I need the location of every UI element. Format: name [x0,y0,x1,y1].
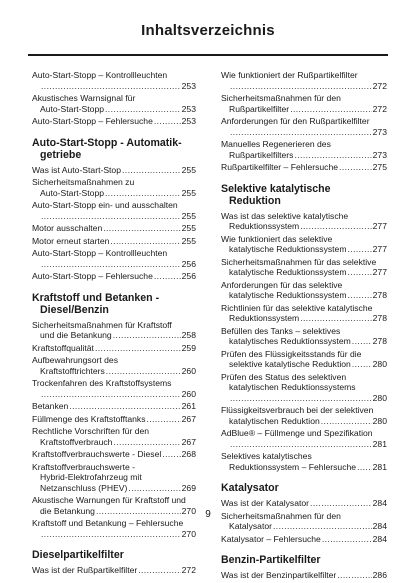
toc-entry-text: Reduktionssystem – Fehlersuche [229,461,357,472]
toc-entry[interactable] [32,401,196,412]
dot-leader [294,150,371,161]
dot-leader [69,401,180,412]
toc-entry-text: Sicherheitsmaßnahmen für Kraftstoff [32,319,172,330]
section-heading-line: Benzin-Partikelfilter [221,554,321,566]
toc-entry[interactable] [221,162,387,173]
toc-entry-text: Auto-Start-Stopp ein- und ausschalten [32,200,178,210]
toc-entry-text: Kraftstoffqualität [32,342,94,353]
dot-leader [300,313,371,324]
section-heading-line: Kraftstoff und Betanken - [32,291,160,304]
toc-entry[interactable] [32,223,196,234]
toc-entry-text: Was ist das selektive katalytische [221,210,349,221]
dot-leader [357,462,372,473]
toc-entry-text: Was ist der Benzinpartikelfilter [221,570,337,580]
toc-entry[interactable] [32,236,196,247]
toc-entry-text: Sicherheitsmaßnahmen für den [221,93,341,103]
toc-entry[interactable] [221,349,387,370]
toc-entry-text: Anforderungen für den Rußpartikelfilter [221,116,370,126]
dot-leader [321,416,372,427]
toc-entry-text: Aufbewahrungsort des [32,355,118,365]
toc-page-number: 275 [372,162,387,172]
dot-leader [41,529,181,540]
dot-leader [103,223,180,234]
toc-entry-text: Was ist Auto-Start-Stop [32,164,121,175]
toc-entry-text: Betanken [32,401,69,411]
section-heading [32,137,196,161]
dot-leader [154,271,181,282]
toc-page-number: 255 [181,223,196,233]
toc-entry-text: Manuelles Regenerieren des [221,139,331,149]
toc-entry-text: Kraftstofftrichters [40,365,105,376]
toc-page-number: 255 [181,235,196,246]
toc-entry[interactable] [221,570,387,581]
toc-page-number: 256 [181,271,196,281]
toc-entry-text: Auto-Start-Stopp – Fehlersuche [32,271,153,281]
toc-page-number: 280 [372,359,387,369]
toc-entry-text: Prüfen des Flüssigkeitsstands für die [221,348,362,359]
dot-leader [105,188,181,199]
toc-entry[interactable] [221,326,387,347]
toc-entry-text: katalytische Reduktionssystem [229,244,347,254]
section-heading-line: Diesel/Benzin [40,303,109,316]
toc-page-number: 272 [372,80,387,91]
toc-entry-text: Sicherheitsmaßnahmen für das selektive [221,256,377,267]
dot-leader [113,330,181,341]
toc-entry-text: katalytisches Reduktionssystem [229,336,351,346]
toc-entry[interactable] [32,165,196,176]
toc-page-number: 284 [372,498,387,508]
toc-entry[interactable] [32,320,196,341]
toc-page-number: 259 [181,342,196,353]
toc-page-number: 277 [372,221,387,231]
toc-entry-text: Netzanschluss (PHEV) [40,482,128,493]
dot-leader [348,290,372,301]
toc-entry-text: Akustisches Warnsignal für [32,93,136,103]
toc-page-number: 255 [181,210,196,221]
toc-entry-text: Motor erneut starten [32,235,110,246]
toc-entry[interactable] [221,211,387,232]
toc-entry[interactable] [32,449,196,460]
toc-entry-text: Kraftstoffverbrauchswerte - [32,461,136,472]
toc-page-number: 256 [181,258,196,269]
toc-entry-text: Füllmenge des Kraftstofftanks [32,413,146,424]
toc-entry-text: Anforderungen für das selektive [221,279,343,290]
toc-entry-text: Reduktionssystem [229,313,300,323]
toc-page-number: 272 [181,565,196,575]
toc-entry-text: die Betankung [40,505,95,516]
toc-page-number: 267 [181,413,196,424]
toc-page-number: 268 [181,449,196,459]
toc-entry-text: Reduktionssystem [229,221,300,231]
section-heading [221,183,387,207]
toc-entry-text: Was ist der Rußpartikelfilter [32,565,138,575]
toc-entry-text: katalytische Reduktionssystem [229,267,347,277]
dot-leader [348,244,372,255]
dot-leader [230,393,372,404]
toc-page-number: 270 [181,528,196,539]
dot-leader [230,81,372,92]
toc-entry-text: Katalysator – Fehlersuche [221,533,321,544]
toc-entry[interactable] [32,343,196,354]
dot-leader [41,211,181,222]
dot-leader [352,359,372,370]
toc-entry[interactable] [221,405,387,426]
toc-page-number: 255 [181,164,196,175]
dot-leader [348,267,372,278]
toc-entry-text: selektive katalytische Reduktion [229,359,351,369]
dot-leader [337,570,371,581]
dot-leader [230,127,372,138]
toc-page-number: 258 [181,330,196,340]
toc-page-number: 261 [181,401,196,411]
toc-page-number: 278 [372,290,387,300]
toc-entry[interactable] [32,116,196,127]
section-heading [32,549,196,561]
dot-leader [138,565,180,576]
toc-entry-text: Richtlinien für das selektive katalytische [221,302,373,313]
section-heading [221,482,387,494]
toc-page-number: 281 [372,438,387,449]
toc-entry[interactable] [32,93,196,114]
toc-entry[interactable] [221,93,387,114]
toc-entry-text: Akustische Warnungen für Kraftstoff und [32,495,186,505]
toc-page-number: 278 [372,313,387,323]
toc-entry-text: Selektives katalytisches [221,451,312,461]
toc-entry-text: Flüssigkeitsverbrauch bei der selektiven [221,405,374,415]
toc-page-number: 255 [181,187,196,198]
dot-leader [41,81,181,92]
toc-entry[interactable] [32,565,196,576]
toc-entry[interactable] [32,200,196,221]
section-heading-line: Dieselpartikelfilter [32,549,124,561]
toc-page-number: 260 [181,365,196,376]
dot-leader [352,336,372,347]
toc-entry[interactable] [221,498,387,509]
toc-entry-text: Was ist der Katalysator [221,498,310,508]
toc-page-number: 286 [372,570,387,580]
toc-entry-text: Auto-Start-Stopp – Kontrollleuchten [32,248,168,258]
toc-column-left [32,70,196,578]
toc-entry[interactable] [221,257,387,278]
dot-leader [95,343,181,354]
section-heading-line: Selektive katalytische [221,182,331,195]
toc-page-number: 270 [181,505,196,516]
toc-entry-text: Trockenfahren des Kraftstoffsystems [32,378,172,388]
page-number: 9 [205,509,211,520]
toc-entry-text: Wie funktioniert der Rußpartikelfilter [221,70,358,80]
toc-entry[interactable] [221,70,387,91]
dot-leader [41,259,181,270]
toc-page-number: 281 [372,461,387,472]
dot-leader [339,162,372,173]
toc-entry-text: Sicherheitsmaßnahmen für den [221,510,341,521]
toc-entry-text: Kraftstoff und Betankung – Fehlersuche [32,518,184,528]
toc-entry-text: katalytischen Reduktionssystems [229,382,356,392]
toc-entry[interactable] [221,303,387,324]
toc-entry[interactable] [221,372,387,404]
toc-page-number: 269 [181,482,196,493]
toc-entry-text: Sicherheitsmaßnahmen zu [32,177,135,187]
section-heading [32,292,196,316]
title-divider [28,54,388,56]
dot-leader [122,165,181,176]
dot-leader [106,366,181,377]
toc-page-number: 277 [372,244,387,254]
dot-leader [113,437,180,448]
toc-entry[interactable] [32,378,196,399]
toc-page-number: 253 [181,80,196,91]
toc-entry[interactable] [221,428,387,449]
toc-entry-text: Befüllen des Tanks – selektives [221,325,341,336]
toc-entry-text: Kraftstoffverbrauch [40,436,113,447]
section-heading-line: Reduktion [229,194,281,207]
toc-entry-text: Auto-Start-Stopp – Kontrollleuchten [32,70,168,80]
toc-entry[interactable] [221,280,387,301]
toc-entry-text: Auto-Start-Stopp – Fehlersuche [32,116,153,126]
toc-page-number: 260 [181,388,196,399]
dot-leader [41,389,181,400]
toc-column-right [221,70,387,583]
page-title: Inhaltsverzeichnis [141,22,275,39]
toc-entry[interactable] [221,139,387,160]
toc-entry-text: Auto-Start-Stopp [40,103,105,114]
toc-entry-text: Rußpartikelfilter – Fehlersuche [221,162,339,172]
toc-entry[interactable] [32,426,196,447]
toc-entry[interactable] [221,534,387,545]
dot-leader [154,116,181,127]
toc-page-number: 253 [181,103,196,114]
toc-entry-text: katalytischen Reduktion [229,415,320,426]
dot-leader [105,104,181,115]
toc-entry-text: Wie funktioniert das selektive [221,233,333,244]
toc-page-number: 284 [372,533,387,544]
toc-page-number: 272 [372,103,387,114]
toc-entry-text: Rechtliche Vorschriften für den [32,426,150,436]
toc-entry[interactable] [32,177,196,198]
toc-entry-text: Kraftstoffverbrauchswerte - Diesel [32,449,162,459]
dot-leader [128,483,180,494]
toc-entry-text: Rußpartikelfilters [229,149,294,160]
toc-entry-text: Prüfen des Status des selektiven [221,371,347,382]
toc-entry-text: Rußpartikelfilter [229,103,290,114]
toc-entry[interactable] [221,116,387,137]
toc-page-number: 284 [372,521,387,531]
toc-entry[interactable] [32,414,196,425]
toc-entry[interactable] [221,234,387,255]
dot-leader [110,236,180,247]
toc-entry-text: katalytische Reduktionssystem [229,290,347,300]
dot-leader [300,221,371,232]
dot-leader [230,439,372,450]
toc-entry-text: Katalysator [229,521,272,531]
dot-leader [162,449,180,460]
toc-page-number: 280 [372,392,387,403]
toc-page-number: 280 [372,415,387,426]
dot-leader [273,521,372,532]
toc-entry[interactable] [32,355,196,376]
toc-entry-text: Motor ausschalten [32,223,103,233]
toc-page-number: 277 [372,267,387,277]
dot-leader [310,498,372,509]
toc-page-number: 273 [372,149,387,160]
toc-entry-text: Hybrid-Elektrofahrzeug mit [40,472,142,482]
toc-entry[interactable] [32,271,196,282]
toc-entry[interactable] [32,518,196,539]
toc-entry[interactable] [32,462,196,494]
section-heading-line: Auto-Start-Stopp - Automatik- [32,136,182,149]
section-heading-line: getriebe [40,148,82,161]
section-heading-line: Katalysator [221,482,279,494]
toc-entry[interactable] [32,70,196,91]
toc-entry-text: und die Betankung [40,330,112,340]
toc-entry[interactable] [221,451,387,472]
dot-leader [290,104,371,115]
toc-entry-text: AdBlue® – Füllmenge und Spezifikation [221,428,373,438]
dot-leader [322,534,372,545]
toc-page-number: 273 [372,126,387,137]
toc-page-number: 267 [181,436,196,447]
toc-entry[interactable] [32,248,196,269]
toc-entry-text: Auto-Start-Stopp [40,187,105,198]
toc-page-number: 253 [181,116,196,126]
dot-leader [147,414,181,425]
toc-page-number: 278 [372,336,387,346]
